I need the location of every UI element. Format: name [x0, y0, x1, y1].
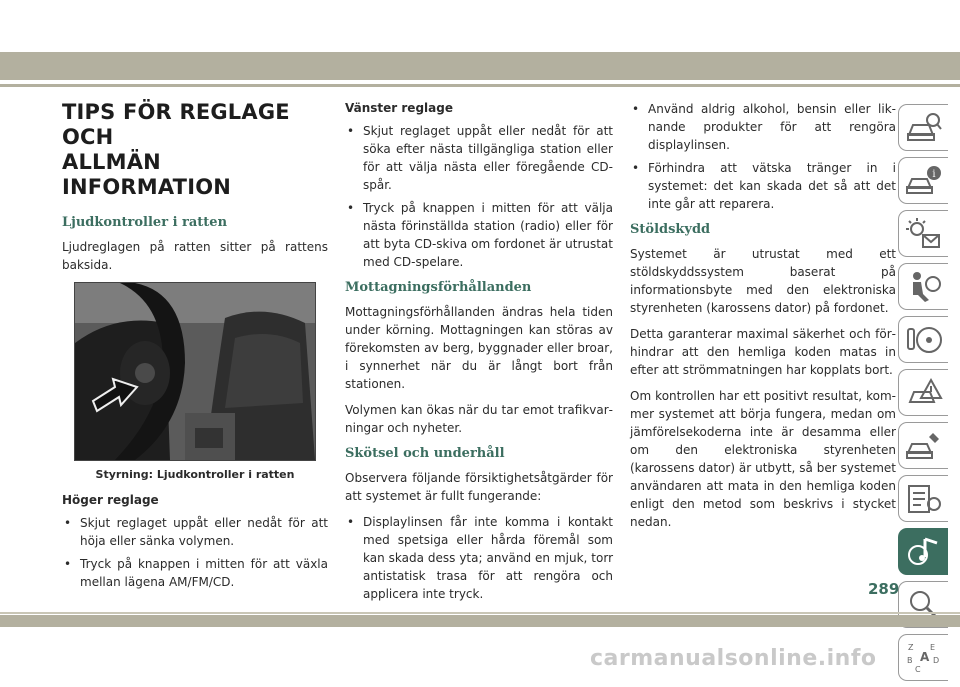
theft-paragraph-3: Om kontrollen har ett positivt resultat, kommer systemet att börja fungera, medan om jämförelsekoderna inte är desamma eller om den elektroniska styrenheten (karossens dator) är utbytt, så ber systemet användaren att mata in den hemliga koden enligt den metod som beskrivs i stycket nedan. [630, 389, 896, 529]
footer-band [0, 615, 960, 627]
svg-text:i: i [931, 168, 936, 180]
specifications-icon [905, 482, 943, 516]
right-controls-heading: Höger reglage [62, 493, 159, 507]
header-band [0, 52, 960, 80]
reception-paragraph-1: Mottagningsförhållanden ändras hela tiden under körning. Mottagningen kan störas av förekomsten av berg, byggnader eller broar, i synnerhet när du är långt bort från stationen. [345, 305, 613, 391]
left-controls-heading: Vänster reglage [345, 101, 453, 115]
svg-text:E: E [929, 642, 935, 652]
chapter-tabs [898, 104, 948, 687]
roadside-warning-icon [905, 376, 943, 410]
airbag-safety-icon [905, 270, 943, 304]
svg-text:C: C [914, 664, 921, 674]
column-middle [345, 100, 613, 611]
section-heading-reception: Mottagningsförhållanden [345, 280, 532, 295]
care-list-continued [630, 100, 896, 213]
car-service-icon [905, 429, 943, 463]
header-rule [0, 84, 960, 87]
svg-text:A: A [919, 649, 929, 664]
alphabet-index-icon [905, 641, 943, 675]
car-search-icon [905, 111, 943, 145]
list-item: • Förhindra att vätska tränger in i systemet: det kan skada det så att det inte går att reparera. [630, 159, 896, 213]
list-item: • Använd aldrig alkohol, bensin eller liknande produkter för att rengöra displaylinsen. [630, 100, 896, 154]
page-title [62, 100, 328, 200]
theft-paragraph-2: Detta garanterar maximal säkerhet och förhindrar att den hemliga koden matas in efter att strömmatningen har kopplats bort. [630, 327, 896, 377]
column-right [630, 100, 896, 539]
tab-car-search[interactable] [898, 104, 948, 151]
list-item: • Displaylinsen får inte komma i kontakt med spetsiga eller hårda föremål som kan skada dess yta; använd en mjuk, torr antistatisk trasa för att rengöra och applicera inte tryck. [345, 513, 613, 603]
warning-lights-icon [905, 217, 943, 251]
list-item: • Tryck på knappen i mitten för att växla mellan lägena AM/FM/CD. [62, 555, 328, 591]
section-text-steering-audio: Ljudreglagen på ratten sitter på rattens baksida. [62, 240, 328, 272]
page-top-margin [0, 0, 960, 52]
footer-rule [0, 612, 960, 614]
car-info-icon [905, 164, 943, 198]
tab-car-service[interactable] [898, 422, 948, 469]
list-item: • Skjut reglaget uppåt eller nedåt för att höja eller sänka volymen. [62, 514, 328, 550]
svg-text:D: D [932, 655, 939, 665]
list-item: • Tryck på knappen i mitten för att välja nästa förinställda station (radio) eller för att byta CD-skiva om fordonet är utrustat med CD-spelare. [345, 199, 613, 271]
care-paragraph: Observera följande försiktighetsåtgärder för att systemet är fullt fungerande: [345, 471, 613, 503]
right-controls-list [62, 514, 328, 591]
page-title-line1: TIPS FÖR REGLAGE OCH [62, 100, 290, 149]
tab-warning-lights[interactable] [898, 210, 948, 257]
steering-wheel-audio-controls-photo [74, 282, 316, 461]
section-heading-steering-audio: Ljudkontroller i ratten [62, 215, 228, 230]
left-controls-list [345, 122, 613, 271]
watermark: carmanualsonline.info [590, 646, 877, 671]
reception-paragraph-2: Volymen kan ökas när du tar emot trafikvarningar och nyheter. [345, 403, 613, 435]
tab-car-info[interactable] [898, 157, 948, 204]
section-heading-theft: Stöldskydd [630, 222, 711, 237]
tab-airbag-safety[interactable] [898, 263, 948, 310]
tab-specifications[interactable] [898, 475, 948, 522]
tab-steering-key[interactable] [898, 316, 948, 363]
multimedia-music-icon [905, 535, 943, 569]
list-item: • Skjut reglaget uppåt eller nedåt för att söka efter nästa tillgängliga station eller för att välja nästa eller föregående CD-spår. [345, 122, 613, 194]
tab-roadside-warning[interactable] [898, 369, 948, 416]
svg-text:Z: Z [907, 642, 913, 652]
tab-multimedia[interactable] [898, 528, 948, 575]
steering-key-icon [905, 323, 943, 357]
page-title-line2: ALLMÄN INFORMATION [62, 150, 232, 199]
section-heading-care: Skötsel och underhåll [345, 446, 505, 461]
tab-alphabet-index[interactable] [898, 634, 948, 681]
column-left [62, 100, 328, 599]
svg-text:B: B [906, 655, 912, 665]
image-caption: Styrning: Ljudkontroller i ratten [95, 468, 295, 481]
page-number: 289 [868, 580, 900, 598]
care-list [345, 513, 613, 603]
theft-paragraph-1: Systemet är utrustat med ett stöldskyddssystem baserat på informationsbyte med den elektroniska styrenheten (karossens dator) på fordonet. [630, 247, 896, 315]
